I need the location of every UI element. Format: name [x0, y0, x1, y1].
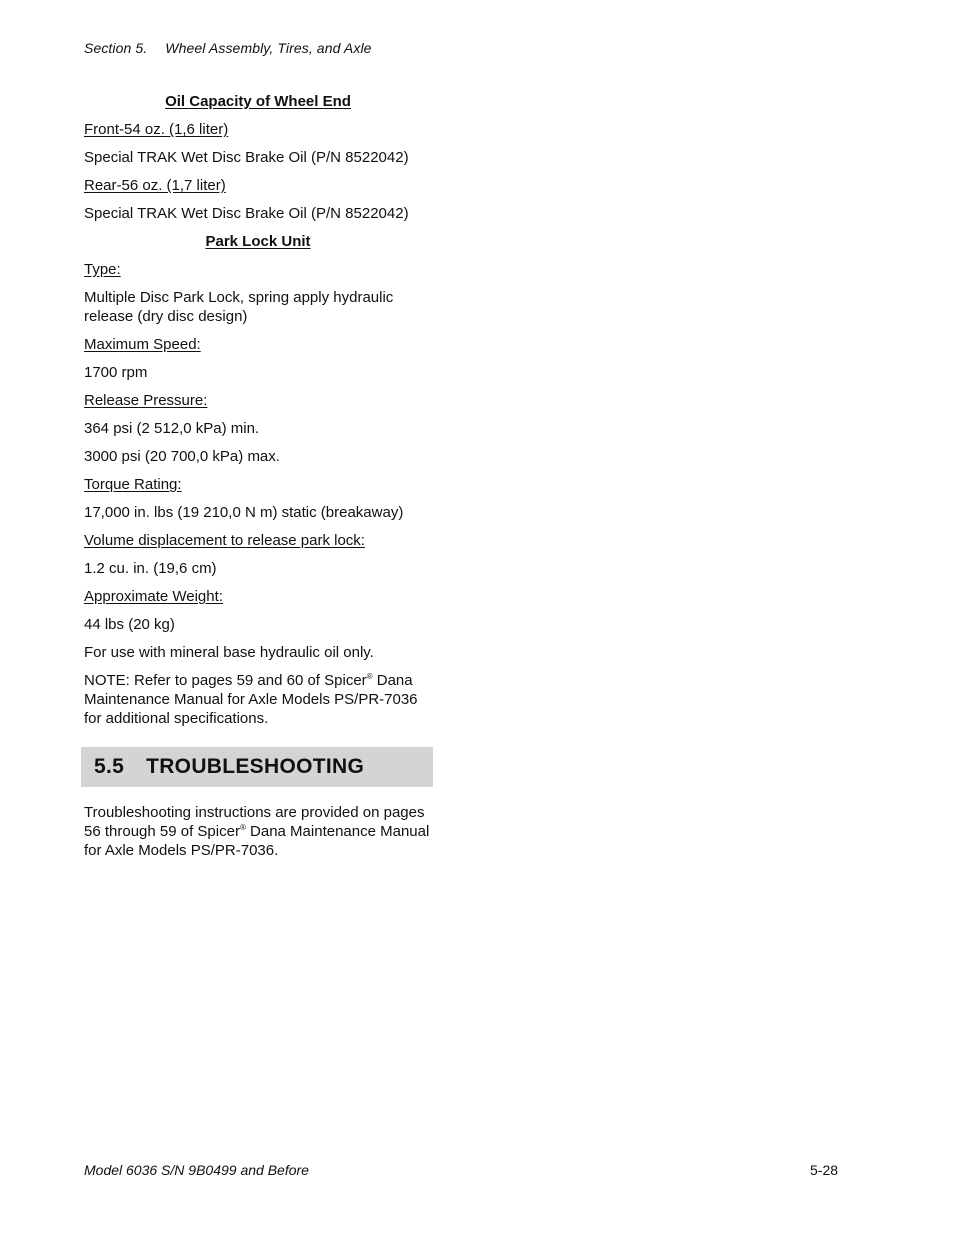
release-pressure-min: 364 psi (2 512,0 kPa) min.: [84, 420, 260, 437]
max-speed-label: Maximum Speed:: [84, 336, 201, 353]
registered-mark: ®: [366, 672, 373, 681]
torque-value: 17,000 in. lbs (19 210,0 N m) static (breakaway): [84, 504, 404, 521]
type-value: Multiple Disc Park Lock, spring apply hydraulic release (dry disc design): [84, 289, 394, 325]
section-title: TROUBLESHOOTING: [146, 755, 365, 778]
footer-model: Model 6036 S/N 9B0499 and Before: [84, 1162, 309, 1178]
troubleshooting-text-start: Troubleshooting instructions are provided on pages 56 through 59 of Spicer: [84, 804, 425, 840]
front-capacity-value: Special TRAK Wet Disc Brake Oil (P/N 8522042): [84, 149, 409, 166]
registered-mark: ®: [239, 823, 246, 832]
rear-capacity-label: Rear-56 oz. (1,7 liter): [84, 177, 226, 194]
release-pressure-label: Release Pressure:: [84, 392, 208, 409]
header-section-title: Wheel Assembly, Tires, and Axle: [165, 40, 372, 56]
release-pressure-max: 3000 psi (20 700,0 kPa) max.: [84, 448, 280, 465]
section-number: 5.5: [94, 755, 125, 778]
volume-value: 1.2 cu. in. (19,6 cm): [84, 560, 217, 577]
max-speed-value: 1700 rpm: [84, 364, 148, 381]
park-lock-heading: Park Lock Unit: [205, 233, 311, 250]
volume-label: Volume displacement to release park lock:: [84, 532, 365, 549]
type-label: Type:: [84, 261, 121, 278]
page-header: [84, 40, 372, 56]
usage-note: For use with mineral base hydraulic oil only.: [84, 644, 374, 661]
spec-note-end: Dana Maintenance Manual for Axle Models PS/PR-7036 for additional specifications.: [84, 672, 418, 727]
spec-note-start: NOTE: Refer to pages 59 and 60 of Spicer: [84, 672, 367, 689]
troubleshooting-paragraph: [84, 803, 440, 860]
front-capacity-label: Front-54 oz. (1,6 liter): [84, 121, 229, 138]
troubleshooting-text-end: Dana Maintenance Manual for Axle Models PS/PR-7036.: [84, 823, 430, 859]
weight-value: 44 lbs (20 kg): [84, 616, 175, 633]
oil-capacity-heading: Oil Capacity of Wheel End: [165, 93, 351, 110]
page-number: 5-28: [810, 1162, 839, 1178]
header-section-number: Section 5.: [84, 40, 148, 56]
spec-note: [84, 671, 436, 728]
rear-capacity-value: Special TRAK Wet Disc Brake Oil (P/N 8522042): [84, 205, 409, 222]
weight-label: Approximate Weight:: [84, 588, 223, 605]
torque-label: Torque Rating:: [84, 476, 182, 493]
troubleshooting-section-heading: [81, 747, 433, 787]
spec-column: [84, 92, 436, 737]
